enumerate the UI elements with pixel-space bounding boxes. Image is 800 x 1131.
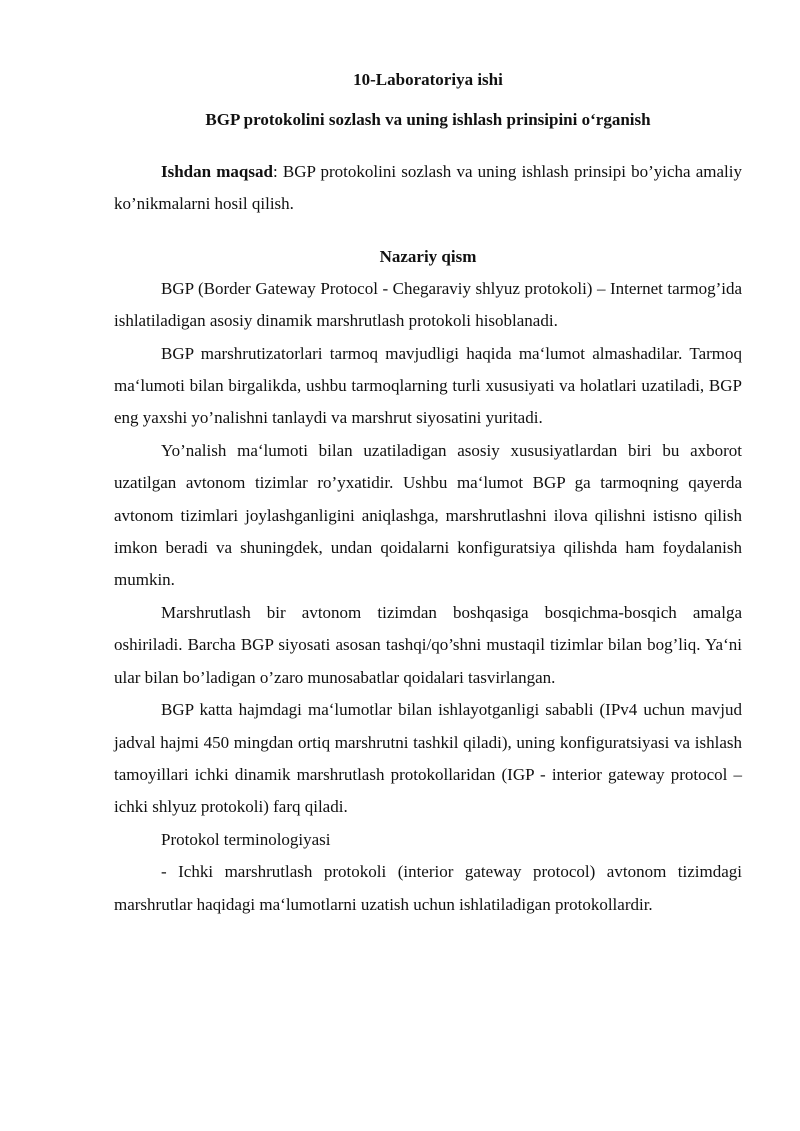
lab-number: 10-Laboratoriya ishi <box>353 70 503 89</box>
paragraph-bgp-configuration: BGP katta hajmdagi ma‘lumotlar bilan ishlayotganligi sababli (IPv4 uchun mavjud jadval hajmi 450 mingdan ortiq marshrutni tashkil qiladi), uning konfiguratsiyasi va ishlash tamoyillari ichki dinamik marshrutlash protokollaridan (IGP - interior gateway protocol – ichki shlyuz protokoli) farq qiladi. <box>114 700 742 817</box>
aim-label: Ishdan maqsad <box>161 162 273 181</box>
paragraph-bgp-routers: BGP marshrutizatorlari tarmoq mavjudligi haqida ma‘lumot almashadilar. Tarmoq ma‘lumoti bilan birgalikda, ushbu tarmoqlarning turli xususiyati va holatlari uzatiladi, BGP eng yaxshi yo’nalishni tanlaydi va marshrut siyosatini yuritadi. <box>114 343 742 428</box>
paragraph-bgp-definition: BGP (Border Gateway Protocol - Chegaraviy shlyuz protokoli) – Internet tarmog’ida ishlatiladigan asosiy dinamik marshrutlash protokoli hisoblanadi. <box>114 278 742 331</box>
paragraph-terminology-heading: Protokol terminologiyasi <box>161 829 331 849</box>
document-title: BGP protokolini sozlash va uning ishlash prinsipini o‘rganish <box>205 110 651 129</box>
paragraph-routing-stages: Marshrutlash bir avtonom tizimdan boshqasiga bosqichma-bosqich amalga oshiriladi. Barcha BGP siyosati asosan tashqi/qo’shni mustaqil tizimlar bilan bog’liq. Ya‘ni ular bilan bo’ladigan o’zaro munosabatlar qoidalari tasvirlangan. <box>114 602 742 687</box>
section-heading: Nazariy qism <box>379 246 477 266</box>
paragraph-route-attributes: Yo’nalish ma‘lumoti bilan uzatiladigan asosiy xususiyatlardan biri bu axborot uzatilgan avtonom tizimlar ro’yxatidir. Ushbu ma‘lumot BGP ga tarmoqning qayerda avtonom tizimlari joylashganligini aniqlashga, marshrutlashni ilova qilishni istisno qilish imkon beradi va shuningdek, undan qoidalarni konfiguratsiya qilishda ham foydalanish mumkin. <box>114 440 742 590</box>
aim-text: : BGP protokolini sozlash va uning ishlash prinsipi bo’yicha amaliy ko’nikmalarni hosil qilish. <box>114 162 743 214</box>
aim-paragraph <box>114 156 742 221</box>
paragraph-igp-definition: - Ichki marshrutlash protokoli (interior gateway protocol) avtonom tizimdagi marshrutlar haqidagi ma‘lumotlarni uzatish uchun ishlatiladigan protokollardir. <box>114 862 742 914</box>
document-page <box>114 66 742 921</box>
